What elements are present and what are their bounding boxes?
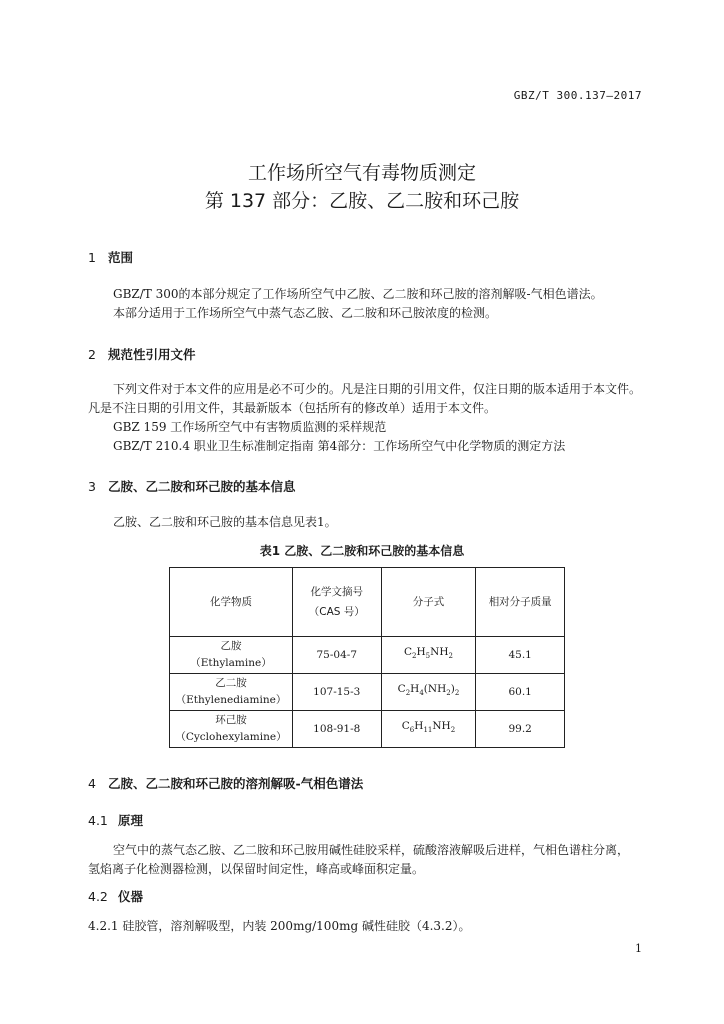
reference-item: GBZ 159 工作场所空气中有害物质监测的采样规范 — [113, 420, 387, 434]
reference-item: GBZ/T 210.4 职业卫生标准制定指南 第4部分：工作场所空气中化学物质的测定方法 — [113, 439, 566, 453]
document-title: 工作场所空气有毒物质测定 — [247, 162, 476, 184]
paragraph: 空气中的蒸气态乙胺、乙二胺和环己胺用碱性硅胶采样，硫酸溶液解吸后进样，气相色谱柱分离， — [113, 843, 630, 857]
chemical-name-cell: 乙胺 （Ethylamine） — [170, 637, 293, 674]
cas-cell: 108-91-8 — [292, 711, 381, 748]
chemical-name-cell: 环己胺 （Cyclohexylamine） — [170, 711, 293, 748]
table-row — [170, 674, 565, 711]
section-4-1-heading: 4.1 原理 — [88, 813, 144, 828]
table-row — [170, 711, 565, 748]
document-subtitle: 第 137 部分：乙胺、乙二胺和环己胺 — [204, 190, 520, 212]
paragraph: 下列文件对于本文件的应用是必不可少的。凡是注日期的引用文件，仅注日期的版本适用于本文件。 — [113, 382, 642, 396]
section-3-heading: 3 乙胺、乙二胺和环己胺的基本信息 — [88, 479, 296, 494]
section-4-2-heading: 4.2 仪器 — [88, 889, 144, 904]
formula-cell: $C_2H_5NH_2$ — [381, 637, 476, 674]
paragraph: GBZ/T 300的本部分规定了工作场所空气中乙胺、乙二胺和环己胺的溶剂解吸-气相色谱法。 — [113, 287, 603, 301]
header-cas: 化学文摘号 （CAS 号） — [292, 568, 381, 637]
cas-cell: 75-04-7 — [292, 637, 381, 674]
header-chemical: 化学物质 — [170, 568, 293, 637]
molecular-weight-cell: 45.1 — [476, 637, 565, 674]
formula-cell: $C_2H_4(NH_2)_2$ — [381, 674, 476, 711]
page-number: 1 — [635, 942, 642, 955]
paragraph: 本部分适用于工作场所空气中蒸气态乙胺、乙二胺和环己胺浓度的检测。 — [113, 306, 498, 320]
clause-4-2-1: 4.2.1 硅胶管，溶剂解吸型，内装 200mg/100mg 碱性硅胶（4.3.2）。 — [88, 919, 471, 933]
header-formula: 分子式 — [381, 568, 476, 637]
chemical-name-cell: 乙二胺 （Ethylenediamine） — [170, 674, 293, 711]
basic-info-table — [169, 567, 565, 748]
table-caption: 表1 乙胺、乙二胺和环己胺的基本信息 — [259, 544, 465, 558]
header-molecular-weight: 相对分子质量 — [476, 568, 565, 637]
paragraph: 凡是不注日期的引用文件，其最新版本（包括所有的修改单）适用于本文件。 — [88, 401, 497, 415]
table-header-row — [170, 568, 565, 637]
paragraph: 氢焰离子化检测器检测，以保留时间定性，峰高或峰面积定量。 — [88, 862, 425, 876]
section-2-heading: 2 规范性引用文件 — [88, 347, 196, 362]
section-4-heading: 4 乙胺、乙二胺和环己胺的溶剂解吸-气相色谱法 — [88, 776, 364, 791]
paragraph: 乙胺、乙二胺和环己胺的基本信息见表1。 — [113, 515, 337, 529]
molecular-weight-cell: 60.1 — [476, 674, 565, 711]
table-row — [170, 637, 565, 674]
section-1-heading: 1 范围 — [88, 250, 134, 265]
molecular-weight-cell: 99.2 — [476, 711, 565, 748]
standard-number: GBZ/T 300.137—2017 — [513, 89, 642, 102]
formula-cell: $C_6H_{11}NH_2$ — [381, 711, 476, 748]
cas-cell: 107-15-3 — [292, 674, 381, 711]
